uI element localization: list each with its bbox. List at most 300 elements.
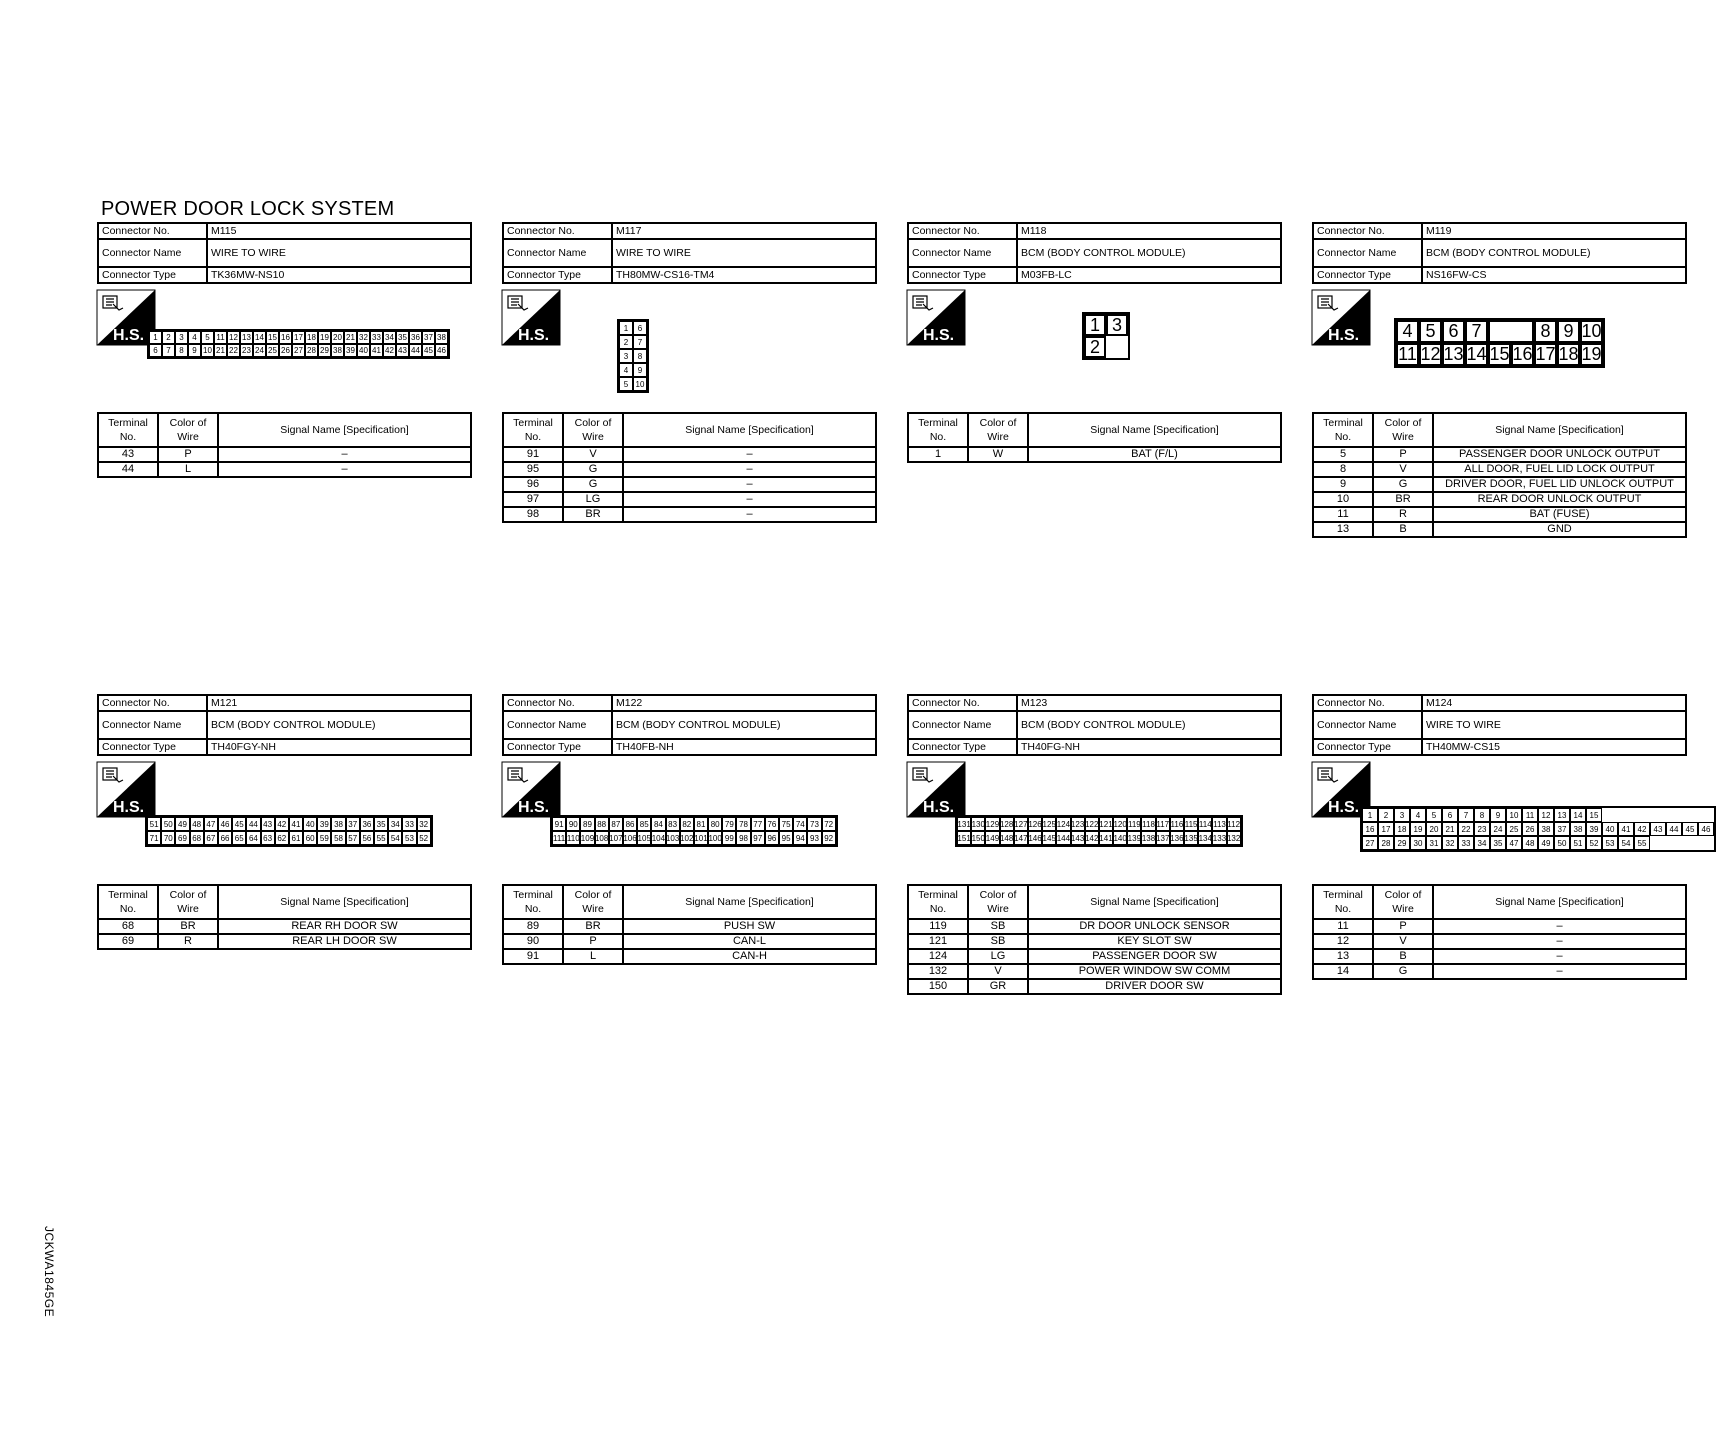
pin: 60 — [303, 831, 317, 845]
pin: 117 — [1156, 817, 1170, 831]
pin: 87 — [609, 817, 623, 831]
connector-type-label: Connector Type — [99, 268, 208, 282]
pin: 38 — [1538, 822, 1554, 836]
terminal-no: 98 — [503, 507, 563, 522]
connector-name-row — [1314, 240, 1685, 268]
signal-name: – — [1433, 919, 1686, 934]
connector-name-value: BCM (BODY CONTROL MODULE) — [1021, 247, 1186, 259]
pin: 80 — [708, 817, 722, 831]
connector-type-value: TH40MW-CS15 — [1426, 741, 1500, 753]
pin: 53 — [402, 831, 416, 845]
terminal-row — [908, 919, 1281, 934]
terminal-no: 68 — [98, 919, 158, 934]
pin: 7 — [1458, 808, 1474, 822]
connector-type-label: Connector Type — [99, 740, 208, 754]
pin: 77 — [751, 817, 765, 831]
connector-type-label: Connector Type — [504, 740, 613, 754]
pin: 56 — [360, 831, 374, 845]
connector-no-row — [1314, 224, 1685, 240]
pin: 6 — [1442, 808, 1458, 822]
terminal-no: 91 — [503, 447, 563, 462]
pin: 118 — [1141, 817, 1155, 831]
pin: 12 — [227, 331, 240, 344]
signal-name: – — [218, 447, 471, 462]
wire-color: L — [563, 949, 623, 964]
pin: 143 — [1071, 831, 1085, 845]
pin: 10 — [1581, 321, 1602, 341]
wire-color: SB — [968, 919, 1028, 934]
terminal-row — [1313, 934, 1686, 949]
connector-name-label: Connector Name — [99, 712, 208, 738]
wire-color: P — [158, 447, 218, 462]
connector-header — [907, 694, 1282, 756]
pin-row — [1362, 808, 1714, 822]
terminal-no: 12 — [1313, 934, 1373, 949]
pin: 39 — [344, 344, 357, 357]
pin: 66 — [218, 831, 232, 845]
pin: 37 — [1554, 822, 1570, 836]
connector-block-m119 — [1312, 222, 1687, 538]
connector-face — [147, 329, 450, 359]
pin: 19 — [1581, 344, 1602, 364]
hs-label: H.S. — [518, 799, 550, 816]
signal-name-header: Signal Name [Specification] — [218, 413, 471, 447]
terminal-no: 90 — [503, 934, 563, 949]
pin: 129 — [985, 817, 999, 831]
signal-name: – — [1433, 949, 1686, 964]
pin: 45 — [1682, 822, 1698, 836]
terminal-no: 5 — [1313, 447, 1373, 462]
pin: 68 — [190, 831, 204, 845]
connector-type-row — [99, 740, 470, 756]
connector-no-label: Connector No. — [1314, 224, 1423, 238]
pin: 126 — [1028, 817, 1042, 831]
pin: 109 — [580, 831, 594, 845]
terminal-no: 95 — [503, 462, 563, 477]
pin-row — [619, 335, 647, 349]
pin: 14 — [1570, 808, 1586, 822]
signal-name: KEY SLOT SW — [1028, 934, 1281, 949]
pin: 35 — [374, 817, 388, 831]
pin: 13 — [1554, 808, 1570, 822]
pin: 49 — [1538, 836, 1554, 850]
pin: 86 — [623, 817, 637, 831]
pin: 116 — [1170, 817, 1184, 831]
pin: 27 — [292, 344, 305, 357]
pin: 9 — [1557, 320, 1580, 343]
pin: 23 — [1474, 822, 1490, 836]
pin: 43 — [396, 344, 409, 357]
signal-name-header: Signal Name [Specification] — [218, 885, 471, 919]
pin: 32 — [417, 817, 431, 831]
pin: 40 — [1602, 822, 1618, 836]
page-title: POWER DOOR LOCK SYSTEM — [101, 198, 395, 220]
connector-diagram — [97, 284, 472, 412]
connector-block-m124 — [1312, 694, 1711, 980]
pin: 111 — [552, 831, 566, 845]
terminal-no: 119 — [908, 919, 968, 934]
pin: 7 — [162, 344, 175, 357]
wire-color: G — [563, 462, 623, 477]
connector-face — [145, 815, 433, 847]
pin: 132 — [1227, 831, 1241, 845]
wire-color: L — [158, 462, 218, 477]
pin: 41 — [289, 817, 303, 831]
pin: 33 — [402, 817, 416, 831]
connector-type-row — [909, 740, 1280, 756]
pin: 15 — [1489, 344, 1510, 364]
pin: 45 — [232, 817, 246, 831]
pin: 9 — [188, 344, 201, 357]
connector-no-label: Connector No. — [99, 696, 208, 710]
connector-type-label: Connector Type — [909, 740, 1018, 754]
terminal-row — [1313, 447, 1686, 462]
pin: 135 — [1184, 831, 1198, 845]
pin: 61 — [289, 831, 303, 845]
pin: 76 — [765, 817, 779, 831]
connector-block-m122 — [502, 694, 877, 965]
pin: 6 — [1442, 320, 1465, 343]
connector-no-row — [99, 224, 470, 240]
pin: 47 — [204, 817, 218, 831]
pin-row — [147, 831, 431, 845]
terminal-row — [908, 934, 1281, 949]
pin: 44 — [409, 344, 422, 357]
signal-name: GND — [1433, 522, 1686, 537]
pin: 6 — [149, 344, 162, 357]
wire-color: R — [1373, 507, 1433, 522]
signal-name: REAR DOOR UNLOCK OUTPUT — [1433, 492, 1686, 507]
pin: 148 — [1000, 831, 1014, 845]
pin: 107 — [609, 831, 623, 845]
pin: 1 — [1362, 808, 1378, 822]
pin: 48 — [1522, 836, 1538, 850]
pin: 122 — [1085, 817, 1099, 831]
connector-name-label: Connector Name — [504, 240, 613, 266]
pin: 2 — [1084, 336, 1106, 358]
pin: 52 — [417, 831, 431, 845]
pin-row — [1396, 320, 1603, 343]
pin: 26 — [1522, 822, 1538, 836]
connector-type-value: TH40FB-NH — [616, 741, 674, 753]
pin: 44 — [246, 817, 260, 831]
pin: 29 — [1394, 836, 1410, 850]
pin: 28 — [305, 344, 318, 357]
pin: 105 — [637, 831, 651, 845]
connector-name-row — [909, 712, 1280, 740]
connector-name-row — [1314, 712, 1685, 740]
pin: 13 — [240, 331, 253, 344]
pin: 138 — [1141, 831, 1155, 845]
pin: 26 — [279, 344, 292, 357]
pin: 11 — [214, 331, 227, 344]
connector-header — [502, 222, 877, 284]
pin: 106 — [623, 831, 637, 845]
signal-name: CAN-H — [623, 949, 876, 964]
pin: 24 — [1490, 822, 1506, 836]
terminal-no: 96 — [503, 477, 563, 492]
terminal-row — [503, 462, 876, 477]
connector-name-label: Connector Name — [99, 240, 208, 266]
connector-type-value: TH40FGY-NH — [211, 741, 276, 753]
terminal-no: 43 — [98, 447, 158, 462]
pin: 127 — [1014, 817, 1028, 831]
connector-name-label: Connector Name — [504, 712, 613, 738]
pin: 14 — [1466, 344, 1487, 364]
connector-type-row — [1314, 740, 1685, 756]
pin: 38 — [435, 331, 448, 344]
connector-no-label: Connector No. — [504, 224, 613, 238]
connector-header — [97, 222, 472, 284]
pin: 75 — [779, 817, 793, 831]
pin: 79 — [722, 817, 736, 831]
pin: 2 — [162, 331, 175, 344]
wire-color: P — [1373, 447, 1433, 462]
signal-name-header: Signal Name [Specification] — [623, 413, 876, 447]
pin: 50 — [161, 817, 175, 831]
terminal-table — [502, 412, 877, 523]
wire-color: V — [563, 447, 623, 462]
pin: 12 — [1538, 808, 1554, 822]
pin: 74 — [793, 817, 807, 831]
terminal-row — [908, 979, 1281, 994]
connector-name-row — [99, 240, 470, 268]
pin: 15 — [1586, 808, 1602, 822]
signal-name: – — [623, 507, 876, 522]
terminal-row — [1313, 492, 1686, 507]
pin: 6 — [633, 321, 647, 335]
terminal-no: 9 — [1313, 477, 1373, 492]
wire-color: LG — [968, 949, 1028, 964]
terminal-row — [1313, 949, 1686, 964]
connector-type-value: TK36MW-NS10 — [211, 269, 285, 281]
connector-no-row — [909, 696, 1280, 712]
pin: 10 — [633, 377, 647, 391]
color-of-wire-header: Color of Wire — [1373, 885, 1433, 919]
harness-side-icon — [97, 762, 155, 817]
pin: 9 — [1490, 808, 1506, 822]
pin: 10 — [1506, 808, 1522, 822]
wire-color: V — [1373, 462, 1433, 477]
pin: 5 — [201, 331, 214, 344]
pin: 38 — [331, 344, 344, 357]
pin: 13 — [1443, 344, 1464, 364]
signal-name-header: Signal Name [Specification] — [1433, 413, 1686, 447]
color-of-wire-header: Color of Wire — [158, 885, 218, 919]
pin: 29 — [318, 344, 331, 357]
terminal-row — [503, 447, 876, 462]
pin: 141 — [1099, 831, 1113, 845]
pin: 33 — [1458, 836, 1474, 850]
pin: 123 — [1071, 817, 1085, 831]
pin: 42 — [383, 344, 396, 357]
pin: 4 — [188, 331, 201, 344]
hs-label: H.S. — [113, 327, 145, 344]
pin: 21 — [1442, 822, 1458, 836]
pin: 4 — [1410, 808, 1426, 822]
terminal-no: 121 — [908, 934, 968, 949]
wire-color: V — [1373, 934, 1433, 949]
wire-color: W — [968, 447, 1028, 462]
pin: 104 — [651, 831, 665, 845]
connector-no-label: Connector No. — [909, 224, 1018, 238]
pin: 25 — [266, 344, 279, 357]
pin: 85 — [637, 817, 651, 831]
harness-side-icon — [907, 290, 965, 345]
connector-header — [502, 694, 877, 756]
terminal-no: 13 — [1313, 522, 1373, 537]
color-of-wire-header: Color of Wire — [563, 413, 623, 447]
connector-face — [1394, 318, 1605, 368]
pin: 71 — [147, 831, 161, 845]
pin: 17 — [1378, 822, 1394, 836]
pin: 46 — [1698, 822, 1714, 836]
connector-name-row — [99, 712, 470, 740]
terminal-no: 14 — [1313, 964, 1373, 979]
pin: 120 — [1113, 817, 1127, 831]
connector-block-m115 — [97, 222, 472, 478]
terminal-no-header: Terminal No. — [1313, 413, 1373, 447]
pin: 12 — [1420, 344, 1441, 364]
terminal-no: 89 — [503, 919, 563, 934]
pin: 145 — [1042, 831, 1056, 845]
connector-no-value: M117 — [616, 225, 642, 237]
terminal-row — [1313, 507, 1686, 522]
connector-name-label: Connector Name — [909, 712, 1018, 738]
terminal-row — [503, 507, 876, 522]
pin: 21 — [344, 331, 357, 344]
wire-color: P — [1373, 919, 1433, 934]
pin: 100 — [708, 831, 722, 845]
signal-name: PASSENGER DOOR UNLOCK OUTPUT — [1433, 447, 1686, 462]
pin: 133 — [1212, 831, 1226, 845]
terminal-table — [1312, 412, 1687, 538]
pin: 37 — [422, 331, 435, 344]
pin: 54 — [388, 831, 402, 845]
terminal-no: 97 — [503, 492, 563, 507]
pin-row — [552, 831, 836, 845]
connector-no-row — [504, 224, 875, 240]
terminal-no-header: Terminal No. — [98, 885, 158, 919]
pin: 121 — [1099, 817, 1113, 831]
connector-diagram — [1312, 756, 1711, 884]
pin: 72 — [822, 817, 836, 831]
connector-block-m118 — [907, 222, 1282, 463]
pin: 47 — [1506, 836, 1522, 850]
terminal-row — [98, 934, 471, 949]
pin: 103 — [666, 831, 680, 845]
connector-type-value: NS16FW-CS — [1426, 269, 1487, 281]
signal-name: REAR RH DOOR SW — [218, 919, 471, 934]
color-of-wire-header: Color of Wire — [1373, 413, 1433, 447]
signal-name: REAR LH DOOR SW — [218, 934, 471, 949]
pin: 25 — [1506, 822, 1522, 836]
pin: 24 — [253, 344, 266, 357]
pin: 55 — [374, 831, 388, 845]
pin: 94 — [793, 831, 807, 845]
wire-color: V — [968, 964, 1028, 979]
pin: 146 — [1028, 831, 1042, 845]
connector-no-value: M121 — [211, 697, 238, 709]
terminal-row — [1313, 919, 1686, 934]
connector-face — [955, 815, 1243, 847]
terminal-row — [908, 964, 1281, 979]
pin: 23 — [240, 344, 253, 357]
connector-type-row — [504, 740, 875, 756]
terminal-table — [97, 412, 472, 478]
pin-row — [552, 817, 836, 831]
connector-header — [907, 222, 1282, 284]
pin: 92 — [822, 831, 836, 845]
pin: 137 — [1156, 831, 1170, 845]
pin: 149 — [985, 831, 999, 845]
signal-name-header: Signal Name [Specification] — [1028, 885, 1281, 919]
terminal-no: 44 — [98, 462, 158, 477]
pin-row — [147, 817, 431, 831]
pin-row — [619, 377, 647, 391]
pin: 2 — [1378, 808, 1394, 822]
wire-color: P — [563, 934, 623, 949]
connector-name-value: BCM (BODY CONTROL MODULE) — [1426, 247, 1591, 259]
pin: 70 — [161, 831, 175, 845]
signal-name: BAT (F/L) — [1028, 447, 1281, 462]
pin-row — [1396, 343, 1603, 366]
terminal-no: 8 — [1313, 462, 1373, 477]
connector-no-value: M124 — [1426, 697, 1453, 709]
pin-row — [1362, 836, 1714, 850]
pin: 16 — [279, 331, 292, 344]
pin: 140 — [1113, 831, 1127, 845]
pin: 20 — [1426, 822, 1442, 836]
terminal-row — [908, 447, 1281, 462]
terminal-no-header: Terminal No. — [908, 885, 968, 919]
pin: 55 — [1634, 836, 1650, 850]
terminal-row — [98, 447, 471, 462]
signal-name: PUSH SW — [623, 919, 876, 934]
pin: 7 — [633, 335, 647, 349]
hs-label: H.S. — [1328, 327, 1360, 344]
pin: 18 — [305, 331, 318, 344]
pin-row — [149, 331, 448, 344]
pin: 36 — [360, 817, 374, 831]
connector-diagram — [907, 756, 1282, 884]
pin: 97 — [751, 831, 765, 845]
pin: 8 — [633, 349, 647, 363]
harness-side-icon — [907, 762, 965, 817]
connector-type-value: TH40FG-NH — [1021, 741, 1080, 753]
pin: 20 — [331, 331, 344, 344]
pin: 31 — [1426, 836, 1442, 850]
terminal-table — [97, 884, 472, 950]
pin: 15 — [266, 331, 279, 344]
pin: 151 — [957, 831, 971, 845]
terminal-table — [907, 412, 1282, 463]
connector-diagram — [907, 284, 1282, 412]
pin: 19 — [318, 331, 331, 344]
terminal-row — [503, 492, 876, 507]
terminal-no: 91 — [503, 949, 563, 964]
pin: 119 — [1127, 817, 1141, 831]
pin: 4 — [1396, 320, 1419, 343]
pin: 110 — [566, 831, 580, 845]
terminal-row — [503, 477, 876, 492]
pin: 41 — [1618, 822, 1634, 836]
pin: 43 — [1650, 822, 1666, 836]
connector-type-row — [99, 268, 470, 284]
pin: 22 — [227, 344, 240, 357]
connector-name-label: Connector Name — [1314, 712, 1423, 738]
pin: 78 — [736, 817, 750, 831]
